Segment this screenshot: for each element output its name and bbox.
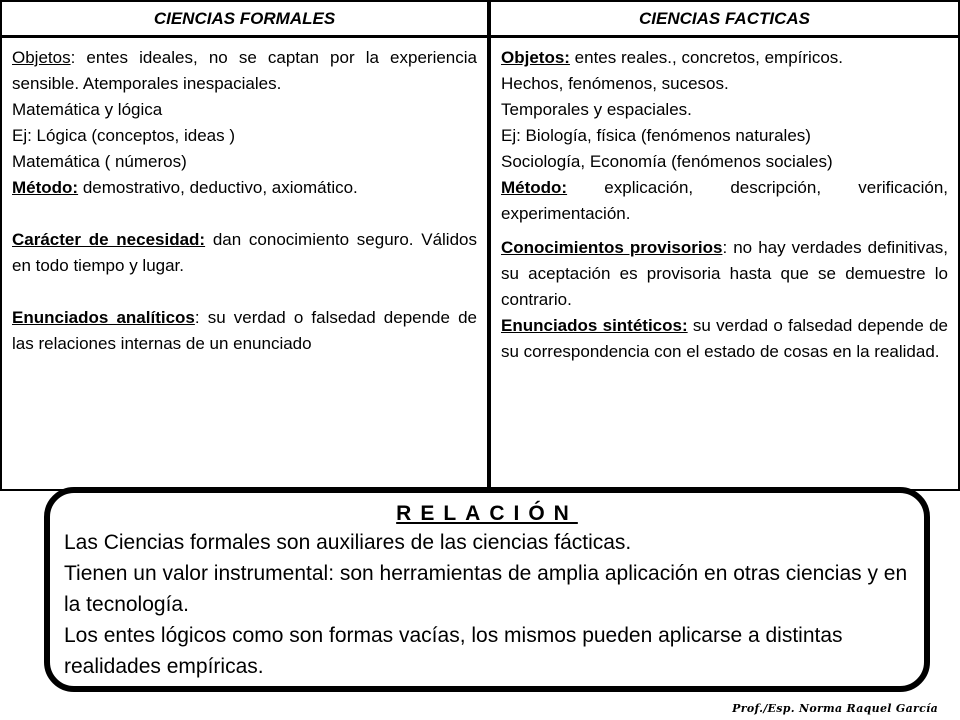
formal-statements-text: : su verdad o falsedad depende de las relaciones internas de un enunciado [12,308,477,353]
factual-sciences-column [487,0,960,491]
relation-paragraph-1: Las Ciencias formales son auxiliares de las ciencias fácticas. [64,531,632,554]
factual-statements-paragraph [501,313,948,365]
formal-method-text: demostrativo, deductivo, axiomático. [78,178,358,197]
relation-paragraph-2: Tienen un valor instrumental: son herramientas de amplia aplicación en otras ciencias y en la tecnología. [64,562,908,616]
factual-method-text: explicación, descripción, verificación, experimentación. [501,178,948,223]
formal-method-label: Método: [12,178,79,197]
factual-sciences-body [491,38,958,365]
factual-line-temporal: Temporales y espaciales. [501,100,692,119]
formal-necessity-text: dan conocimiento seguro. Válidos en todo tiempo y lugar. [12,230,477,275]
factual-method-label: Método: [501,178,568,197]
relation-box [44,487,930,692]
factual-sciences-header: CIENCIAS FACTICAS [491,2,958,38]
relation-title: RELACIÓN [396,502,578,525]
factual-line-facts: Hechos, fenómenos, sucesos. [501,74,729,93]
factual-objects-label: Objetos: [501,48,570,67]
factual-statements-text: su verdad o falsedad depende de su correspondencia con el estado de cosas en la realidad. [501,316,949,361]
formal-objects-paragraph [12,45,477,97]
formal-sciences-header: CIENCIAS FORMALES [2,2,487,38]
formal-objects-text: : entes ideales, no se captan por la experiencia sensible. Atemporales inespaciales. [12,48,477,93]
formal-objects-label: Objetos [12,48,71,67]
formal-line-math-logic: Matemática y lógica [12,100,163,119]
factual-line-social-example: Sociología, Economía (fenómenos sociales) [501,152,833,171]
formal-method-paragraph [12,175,477,201]
factual-provisional-label: Conocimientos provisorios [501,238,723,257]
author-credit: Prof./Esp. Norma Raquel García [732,702,938,715]
factual-objects-paragraph [501,45,948,71]
formal-sciences-column [0,0,487,491]
formal-line-math-numbers: Matemática ( números) [12,152,187,171]
formal-statements-paragraph [12,305,477,357]
formal-line-logic-example: Ej: Lógica (conceptos, ideas ) [12,126,236,145]
formal-statements-label: Enunciados analíticos [12,308,195,327]
relation-body [64,527,910,682]
factual-objects-text: entes reales., concretos, empíricos. [569,48,844,67]
factual-line-natural-example: Ej: Biología, física (fenómenos naturales) [501,126,811,145]
formal-necessity-paragraph [12,227,477,279]
formal-necessity-label: Carácter de necesidad: [12,230,206,249]
relation-paragraph-3: Los entes lógicos como son formas vacías, los mismos pueden aplicarse a distintas realidades empíricas. [64,624,843,678]
factual-provisional-paragraph [501,235,948,313]
factual-statements-label: Enunciados sintéticos: [501,316,688,335]
factual-method-paragraph [501,175,948,227]
factual-provisional-text: : no hay verdades definitivas, su aceptación es provisoria hasta que se demuestre lo contrario. [501,238,948,309]
formal-sciences-body [2,38,487,357]
